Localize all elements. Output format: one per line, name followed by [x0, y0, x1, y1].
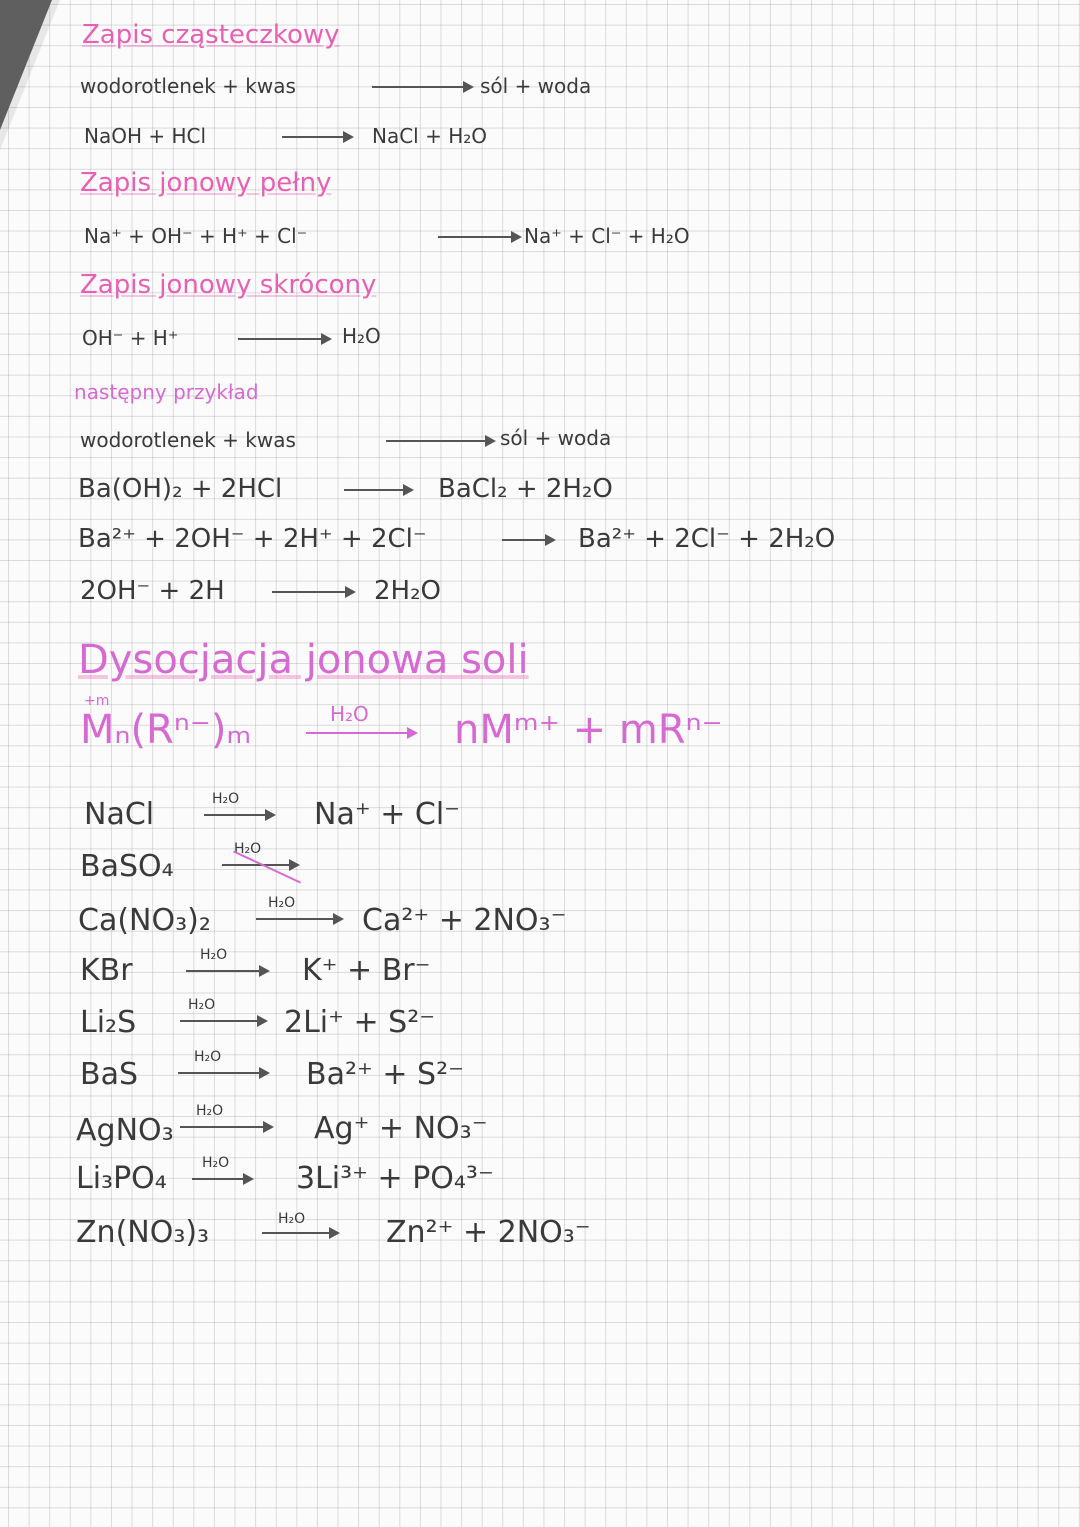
heading-zapis-jonowy-skrocony: Zapis jonowy skrócony: [80, 270, 377, 300]
ex2-ionic-short-left: 2OH⁻ + 2H: [80, 576, 225, 606]
ex2-ionic-full-left: Ba²⁺ + 2OH⁻ + 2H⁺ + 2Cl⁻: [78, 524, 427, 554]
ex1-molecular-left: NaOH + HCl: [84, 124, 207, 148]
ex2-molecular-right: BaCl₂ + 2H₂O: [438, 474, 613, 504]
water-label: H₂O: [268, 895, 296, 911]
arrow: [502, 539, 554, 541]
products: 2Li⁺ + S²⁻: [284, 1005, 436, 1040]
arrow: [180, 1020, 266, 1022]
salt: NaCl: [84, 797, 155, 832]
water-label: H₂O: [194, 1049, 222, 1065]
water-label: H₂O: [196, 1103, 224, 1119]
water-label: H₂O: [188, 997, 216, 1013]
ex2-words-left: wodorotlenek + kwas: [80, 428, 296, 452]
arrow: [186, 970, 268, 972]
arrow: [256, 918, 342, 920]
salt: Zn(NO₃)₃: [76, 1215, 210, 1250]
water-label: H₂O: [202, 1155, 230, 1171]
arrow: [204, 814, 274, 816]
heading-dysocjacja: Dysocjacja jonowa soli: [78, 637, 529, 683]
ex2-molecular-left: Ba(OH)₂ + 2HCl: [78, 474, 283, 504]
heading-zapis-czasteczkowy: Zapis cząsteczkowy: [82, 20, 340, 50]
salt: Li₂S: [80, 1005, 137, 1040]
products: 3Li³⁺ + PO₄³⁻: [296, 1161, 494, 1196]
products: Na⁺ + Cl⁻: [314, 797, 460, 832]
water-label: H₂O: [212, 791, 240, 807]
arrow: [282, 136, 352, 138]
salt: BaSO₄: [80, 849, 174, 884]
ex2-words-right: sól + woda: [500, 426, 612, 450]
folded-page-corner: [0, 0, 52, 130]
arrow: [306, 732, 416, 734]
salt: Li₃PO₄: [76, 1161, 167, 1196]
ex2-ionic-short-right: 2H₂O: [374, 576, 441, 606]
ex2-ionic-full-right: Ba²⁺ + 2Cl⁻ + 2H₂O: [578, 524, 836, 554]
products: Zn²⁺ + 2NO₃⁻: [386, 1215, 591, 1250]
ex1-ionic-full-right: Na⁺ + Cl⁻ + H₂O: [524, 224, 690, 248]
general-superscript: +m: [84, 693, 110, 709]
ex1-ionic-short-right: H₂O: [342, 324, 381, 348]
ex1-words-left: wodorotlenek + kwas: [80, 74, 296, 98]
heading-nastepny-przyklad: następny przykład: [74, 380, 259, 404]
salt: KBr: [80, 953, 133, 988]
arrow: [262, 1232, 338, 1234]
arrow: [192, 1178, 252, 1180]
heading-zapis-jonowy-pelny: Zapis jonowy pełny: [80, 168, 332, 198]
arrow: [178, 1072, 268, 1074]
ex1-words-right: sól + woda: [480, 74, 592, 98]
ex1-molecular-right: NaCl + H₂O: [372, 124, 488, 148]
arrow: [372, 86, 472, 88]
water-label: H₂O: [200, 947, 228, 963]
arrow: [272, 591, 354, 593]
products: Ca²⁺ + 2NO₃⁻: [362, 903, 567, 938]
ex1-ionic-full-left: Na⁺ + OH⁻ + H⁺ + Cl⁻: [84, 224, 308, 248]
water-label: H₂O: [234, 841, 262, 857]
arrow: [438, 236, 520, 238]
salt: BaS: [80, 1057, 139, 1092]
products: K⁺ + Br⁻: [302, 953, 431, 988]
water-label: H₂O: [278, 1211, 306, 1227]
general-right: nMᵐ⁺ + mRⁿ⁻: [454, 707, 723, 753]
arrow: [238, 338, 330, 340]
products: Ba²⁺ + S²⁻: [306, 1057, 464, 1092]
arrow: [180, 1126, 272, 1128]
products: Ag⁺ + NO₃⁻: [314, 1111, 488, 1146]
ex1-ionic-short-left: OH⁻ + H⁺: [82, 326, 179, 350]
arrow: [344, 489, 412, 491]
general-over-arrow: H₂O: [330, 702, 369, 726]
salt: AgNO₃: [76, 1113, 174, 1148]
arrow: [386, 440, 494, 442]
general-left: Mₙ(Rⁿ⁻)ₘ: [80, 707, 252, 753]
salt: Ca(NO₃)₂: [78, 903, 211, 938]
